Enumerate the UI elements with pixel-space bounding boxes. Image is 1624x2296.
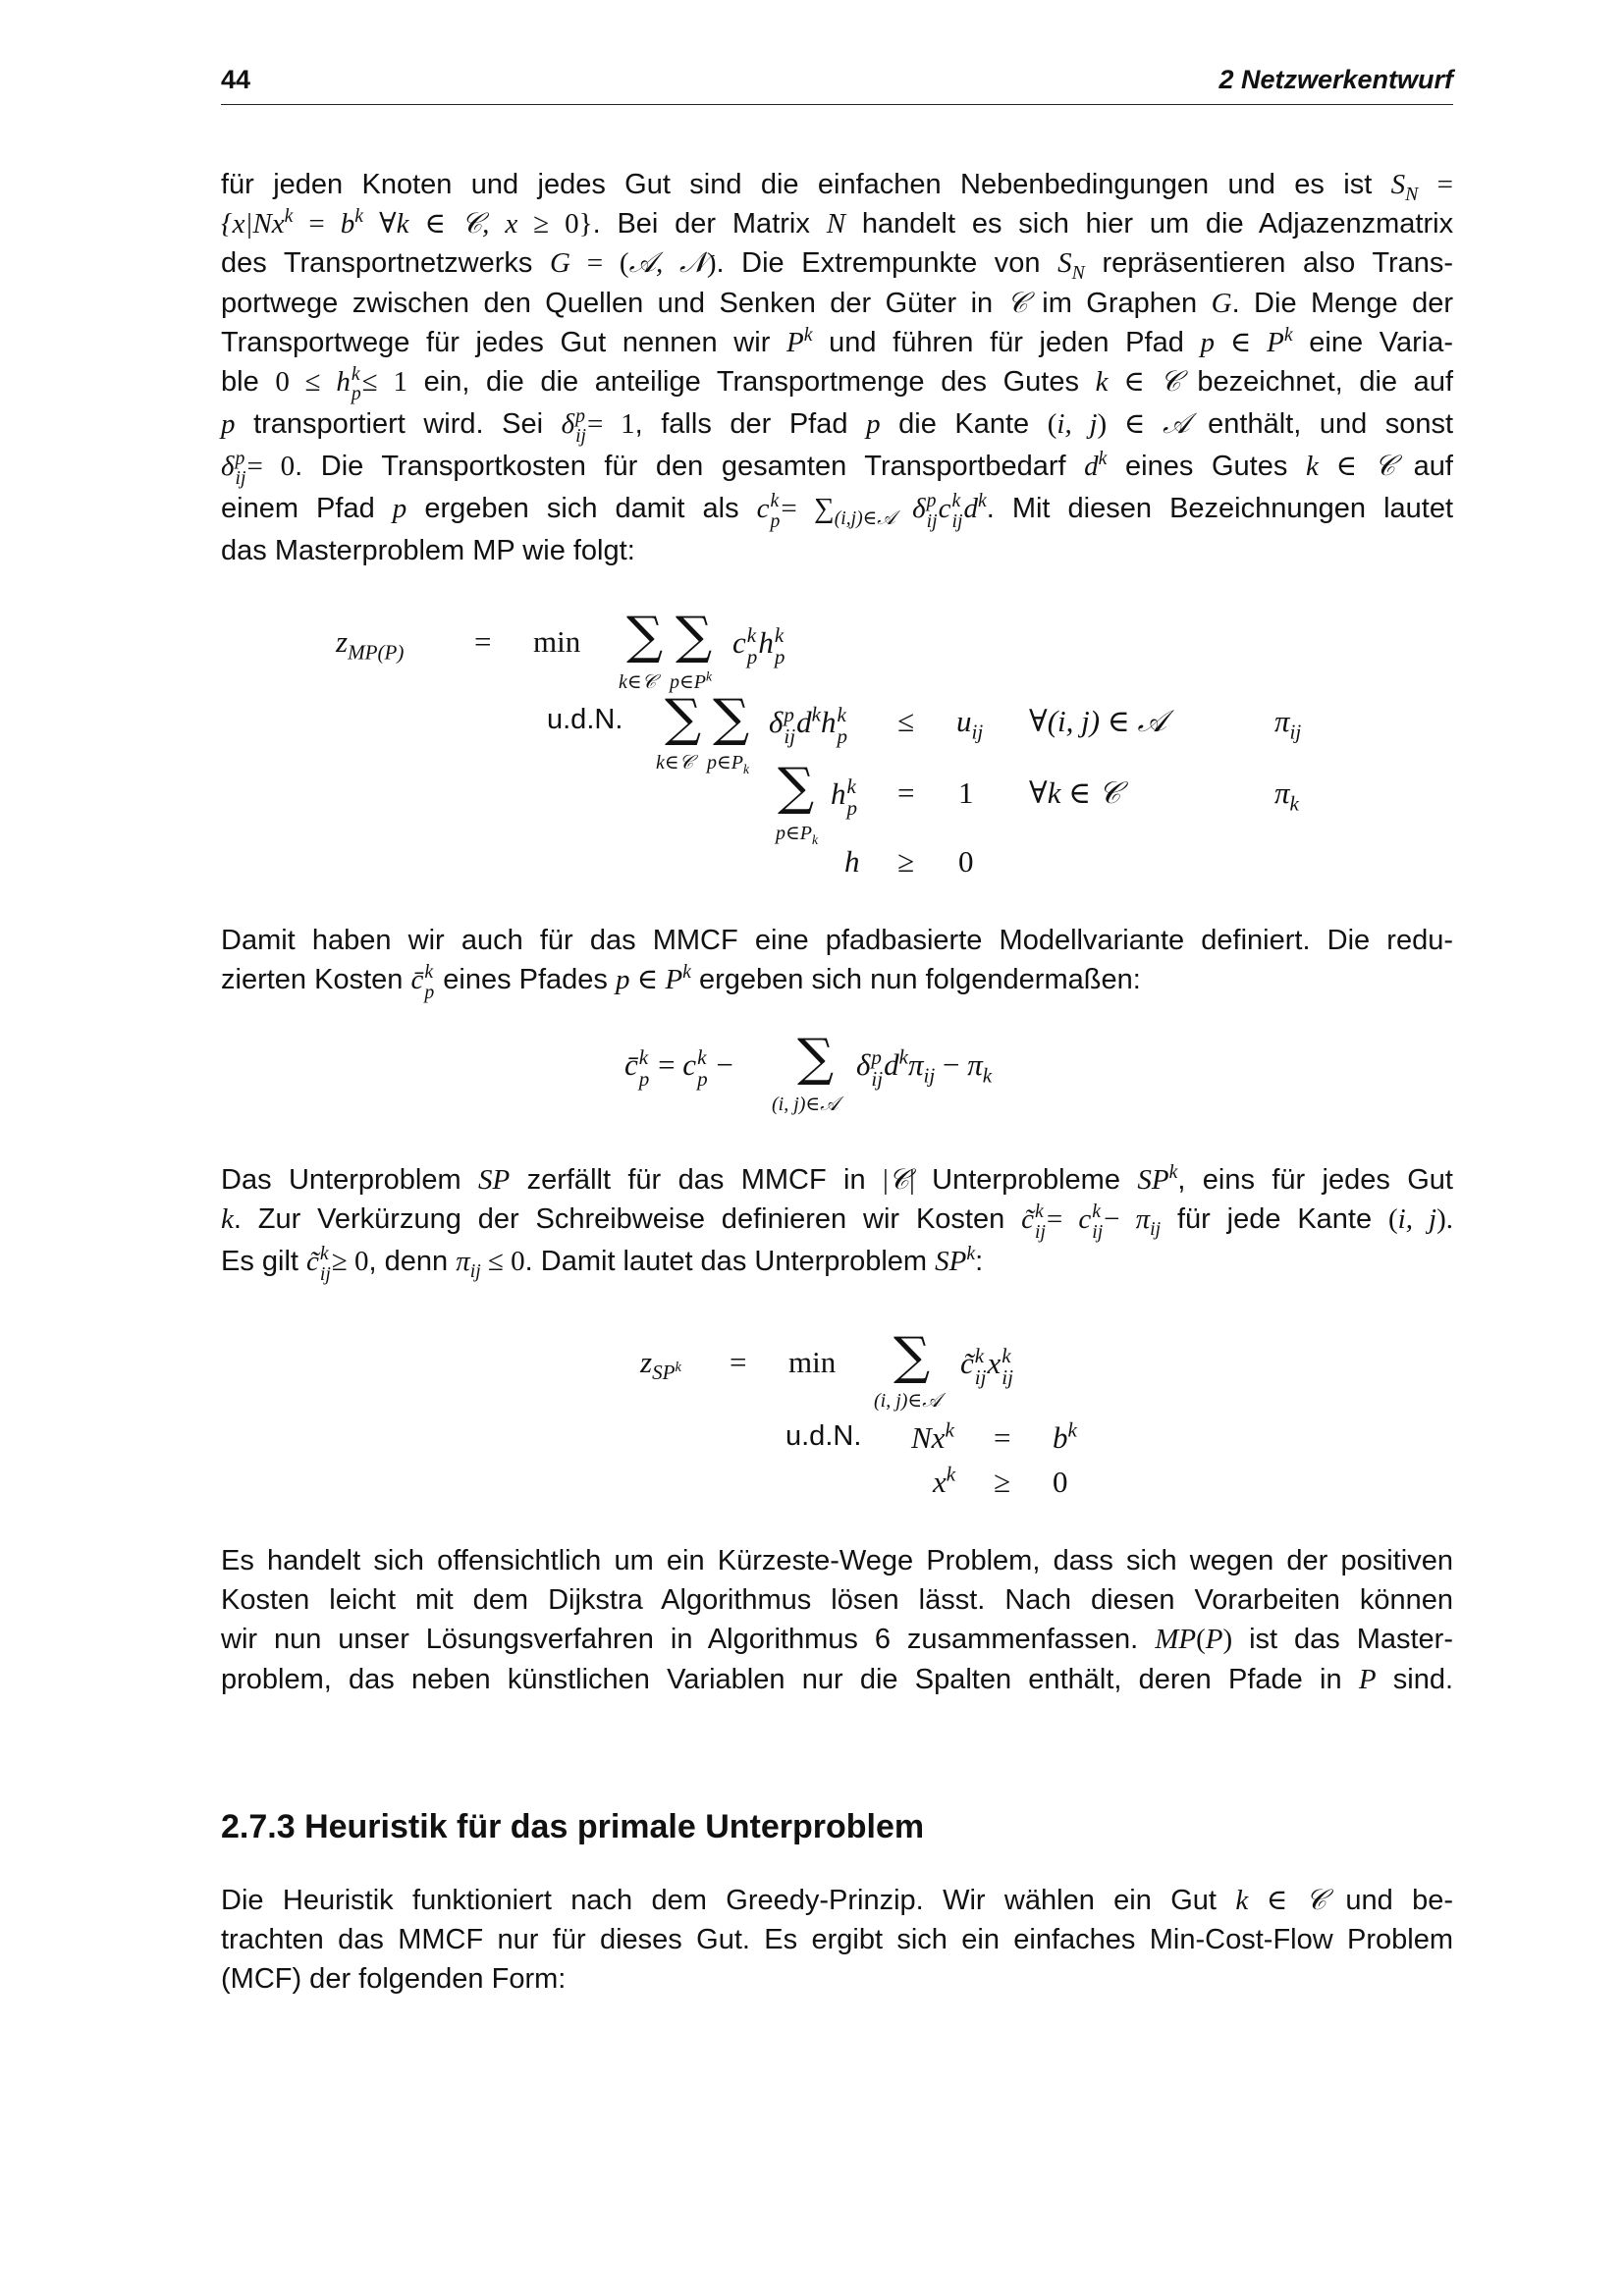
- section-number: 2.7.3: [221, 1808, 296, 1845]
- flow-variable: h: [844, 844, 860, 879]
- summation-sign: ∑: [665, 689, 702, 748]
- section-title: Heuristik für das primale Unterproblem: [304, 1808, 925, 1845]
- summation-sign: ∑: [676, 607, 713, 666]
- objective-term: c k p h k p: [732, 623, 785, 669]
- text-line: trachten das MMCF nur für dieses Gut. Es ergibt sich ein einfaches Min-Cost-Flow Problem: [221, 1924, 1453, 1956]
- section-heading: [221, 1808, 924, 1846]
- objective-variable: $z_{SP^k}$: [640, 1345, 681, 1385]
- capacity-term: δ p ij $d^kh$ k p: [769, 702, 848, 749]
- text-line: Transportwege für jedes Gut nennen wir $P^k$ und führen für jeden Pfad p ∈ $P^k$ eine Varia-: [221, 323, 1453, 358]
- page-number: 44: [221, 65, 251, 94]
- capacity: $u_{ij}$: [956, 704, 984, 744]
- paragraph-subproblem: [221, 1160, 1453, 1284]
- ge-sign: ≥: [897, 844, 915, 879]
- objective-term: c̃ k ij x k ij: [960, 1344, 1013, 1390]
- text-line: für jeden Knoten und jedes Gut sind die einfachen Nebenbedingungen und es ist $S_N$ =: [221, 169, 1453, 205]
- flow-variable: $x^k$: [933, 1462, 956, 1499]
- sum-limit: $p\in P_k$: [707, 752, 750, 776]
- min-operator: min: [788, 1345, 837, 1379]
- equals-sign: =: [897, 775, 915, 810]
- equals-sign: =: [730, 1345, 747, 1379]
- ge-sign: ≥: [994, 1465, 1011, 1499]
- equals-sign: =: [474, 624, 492, 659]
- subject-to-label: u.d.N.: [547, 704, 623, 735]
- summation-sign: ∑: [778, 758, 815, 817]
- text-line: {$x|Nx^k = b^k$ ∀k ∈ 𝒞, x ≥ 0}. Bei der Matrix N handelt es sich hier um die Adjazenzmatrix: [221, 205, 1454, 240]
- rhs-zero: 0: [958, 844, 974, 879]
- text-line: Es gilt c̃ k ij ≥ 0, denn $\pi_{ij} \le 0$. Damit lautet das Unterproblem $SP^k$:: [221, 1242, 984, 1285]
- subject-to-label: u.d.N.: [785, 1420, 862, 1452]
- sum-limit: $p\in P_k$: [776, 823, 819, 847]
- chapter-title: 2 Netzwerkentwurf: [1218, 65, 1453, 94]
- le-sign: ≤: [897, 704, 915, 738]
- text-line: Damit haben wir auch für das MMCF eine pfadbasierte Modellvariante definiert. Die redu-: [221, 925, 1453, 956]
- summation-sign: ∑: [797, 1029, 835, 1088]
- path-flow: h k p: [831, 774, 858, 821]
- text-line: zierten Kosten c̄ k p eines Pfades p ∈ $P^k$ ergeben sich nun folgendermaßen:: [221, 960, 1141, 1003]
- paragraph-reduced-costs: [221, 921, 1453, 1002]
- rhs-one: 1: [958, 775, 974, 810]
- flow-conservation-rhs: $b^k$: [1053, 1417, 1077, 1455]
- text-line: Es handelt sich offensichtlich um ein Kürzeste-Wege Problem, dass sich wegen der positiven: [221, 1545, 1453, 1576]
- text-line: das Masterproblem MP wie folgt:: [221, 535, 635, 567]
- text-line: ble 0 ≤ h k p ≤ 1 ein, die die anteilige Transportmenge des Gutes k ∈ 𝒞 bezeichnet, die auf: [221, 362, 1453, 405]
- dual-variable: $\pi_k$: [1274, 775, 1299, 816]
- sum-limit: k∈𝒞: [619, 671, 657, 693]
- summation-sign: ∑: [713, 689, 750, 748]
- text-line: Die Heuristik funktioniert nach dem Greedy-Prinzip. Wir wählen ein Gut k ∈ 𝒞 und be-: [221, 1885, 1454, 1916]
- text-line: Das Unterproblem SP zerfällt für das MMCF in |𝒞| Unterprobleme $SP^k$, eins für jedes Gut: [221, 1161, 1453, 1196]
- sum-limit: $p\in P^k$: [670, 668, 713, 693]
- text-line: problem, das neben künstlichen Variablen nur die Spalten enthält, deren Pfade in P sind.: [221, 1663, 1454, 1695]
- reduced-cost-rhs: δ p ij $d^k\pi_{ij} - \pi_k$: [856, 1044, 993, 1092]
- sum-limit: k∈𝒞: [656, 752, 694, 774]
- min-operator: min: [533, 624, 581, 659]
- text-line: des Transportnetzwerks G = (𝒜, 𝒩). Die Extrempunkte von $S_N$ repräsentieren also Trans-: [221, 247, 1454, 285]
- text-line: portwege zwischen den Quellen und Senken der Güter in 𝒞 im Graphen G. Die Menge der: [221, 287, 1454, 319]
- objective-variable: $z_{MP(P)}$: [336, 624, 405, 665]
- rhs-zero: 0: [1053, 1465, 1068, 1499]
- text-line: p transportiert wird. Sei δ p ij = 1, falls der Pfad p die Kante (i, j) ∈ 𝒜 enthält, und sonst: [221, 404, 1454, 448]
- running-head: [221, 65, 1453, 105]
- forall-good: ∀k ∈ 𝒞: [1029, 775, 1121, 810]
- sum-limit: (i, j)∈𝒜: [874, 1390, 942, 1412]
- text-line: (MCF) der folgenden Form:: [221, 1963, 567, 1996]
- flow-conservation-lhs: Nx$^k$: [911, 1417, 954, 1455]
- text-line: wir nun unser Lösungsverfahren in Algorithmus 6 zusammenfassen. MP(P) ist das Master-: [221, 1624, 1453, 1656]
- forall-arc: ∀(i, j) ∈ 𝒜: [1029, 704, 1166, 738]
- text-line: δ p ij = 0. Die Transportkosten für den gesamten Transportbedarf $d^k$ eines Gutes k ∈ 𝒞 auf: [221, 447, 1453, 490]
- paragraph-intro: [221, 165, 1453, 570]
- text-line: Kosten leicht mit dem Dijkstra Algorithmus lösen lässt. Nach diesen Vorarbeiten können: [221, 1584, 1453, 1617]
- text-line: k. Zur Verkürzung der Schreibweise definieren wir Kosten c̃ k ij = c k ij − $\pi_{ij}$ für jede Kante (i, j).: [221, 1200, 1453, 1243]
- summation-sign: ∑: [893, 1327, 931, 1386]
- paragraph-heuristic: [221, 1881, 1453, 2000]
- equals-sign: =: [994, 1420, 1011, 1455]
- text-line: einem Pfad p ergeben sich damit als c k p = $\sum_{(i,j)\in 𝒜}$ δ p ij c k ij $d^k$. Mit diesen Bezeichnungen lautet: [221, 489, 1454, 532]
- paragraph-algorithm: [221, 1541, 1453, 1699]
- summation-sign: ∑: [626, 607, 664, 666]
- dual-variable: $\pi_{ij}$: [1274, 704, 1302, 744]
- sum-limit: (i, j)∈𝒜: [772, 1094, 839, 1115]
- reduced-cost-lhs: c̄ k p = c k p −: [624, 1045, 733, 1092]
